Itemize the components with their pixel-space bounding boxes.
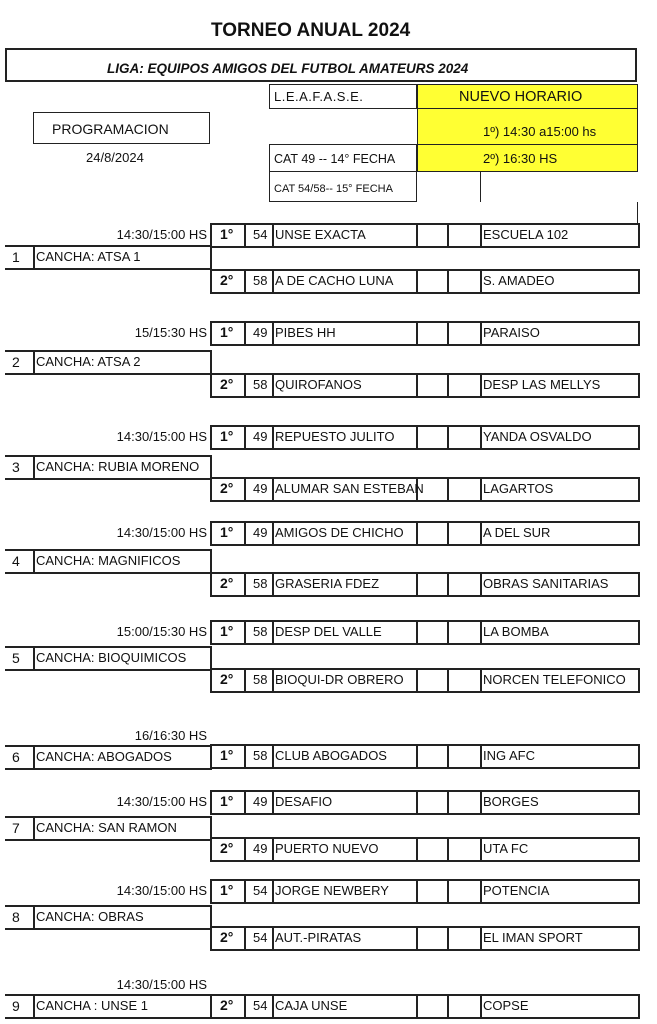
field-number: 5 [12,650,20,666]
rule-line [210,246,638,248]
rule-line [447,425,449,450]
rule-line [210,425,212,450]
rule-line [638,790,640,815]
rule-line [5,768,210,770]
cat-b-text: CAT 54/58-- 15° FECHA [274,183,393,195]
match-order: 1° [220,747,234,763]
rule-line [244,790,246,815]
field-name: CANCHA: MAGNIFICOS [36,553,181,568]
rule-line [272,521,274,546]
match-category: 49 [253,325,268,340]
rule-line [210,448,638,450]
match-category: 49 [253,794,268,809]
rule-line [33,905,35,930]
rule-line [638,744,640,769]
rule-line [210,1017,638,1019]
rule-line [210,425,638,427]
rule-line [210,643,638,645]
rule-line [210,500,638,502]
home-team: REPUESTO JULITO [275,429,395,444]
time-slot: 14:30/15:00 HS [116,794,207,809]
match-category: 58 [253,624,268,639]
rule-line [33,816,35,841]
rule-line [210,744,638,746]
away-team: PARAISO [483,325,540,340]
rule-line [638,837,640,862]
rule-line [210,994,212,1019]
rule-line [33,245,35,270]
rule-line [272,837,274,862]
rule-line [210,620,638,622]
rule-line [447,373,449,398]
rule-line [210,994,638,996]
cat-a-text: CAT 49 -- 14° FECHA [274,152,396,166]
rule-line [638,477,640,502]
away-team: A DEL SUR [483,525,551,540]
rule-line [638,321,640,346]
rule-line [5,839,210,841]
away-team: ESCUELA 102 [483,227,569,242]
rule-line [447,477,449,502]
away-team: OBRAS SANITARIAS [483,576,609,591]
rule-line [272,373,274,398]
rule-line [638,223,640,248]
match-category: 58 [253,377,268,392]
rule-line [210,373,638,375]
rule-line [272,223,274,248]
match-category: 58 [253,273,268,288]
rule-line [272,879,274,904]
rule-line [480,926,482,951]
rule-line [244,269,246,294]
horario-1-text: 1º) 14:30 a15:00 hs [483,124,597,139]
rule-line [5,994,210,996]
away-team: UTA FC [483,841,529,856]
field-name: CANCHA: RUBIA MORENO [36,459,200,474]
rule-line [210,595,638,597]
away-team: BORGES [483,794,539,809]
rule-line [210,321,638,323]
rule-line [244,620,246,645]
rule-line [638,521,640,546]
rule-line [244,572,246,597]
rule-line [210,455,212,480]
match-order: 2° [220,671,234,687]
rule-line [480,425,482,450]
rule-line [480,879,482,904]
rule-line [416,744,418,769]
rule-line [244,744,246,769]
rule-line [5,268,210,270]
rule-line [210,646,212,671]
time-slot: 14:30/15:00 HS [116,977,207,992]
blank-cell [417,172,481,202]
match-order: 2° [220,480,234,496]
rule-line [416,837,418,862]
rule-line [5,816,210,818]
home-team: JORGE NEWBERY [275,883,389,898]
home-team: AMIGOS DE CHICHO [275,525,404,540]
away-team: POTENCIA [483,883,550,898]
rule-line [5,928,210,930]
rule-line [210,767,638,769]
rule-line [272,321,274,346]
home-team: CLUB ABOGADOS [275,748,387,763]
liga-banner [5,48,637,82]
rule-line [416,926,418,951]
rule-line [210,521,638,523]
rule-line [244,321,246,346]
away-team: COPSE [483,998,529,1013]
rule-line [210,668,638,670]
rule-line [447,879,449,904]
rule-line [447,744,449,769]
rule-line [210,902,638,904]
page-title: TORNEO ANUAL 2024 [211,20,411,41]
field-name: CANCHA: SAN RAMON [36,820,177,835]
field-number: 7 [12,820,20,836]
rule-line [638,269,640,294]
rule-line [447,790,449,815]
rule-line [416,425,418,450]
rule-line [210,269,212,294]
rule-line [272,668,274,693]
rule-line [480,477,482,502]
match-order: 1° [220,882,234,898]
rule-line [447,620,449,645]
rule-line [244,373,246,398]
rule-line [244,425,246,450]
rule-line [244,668,246,693]
rule-line [272,744,274,769]
home-team: CAJA UNSE [275,998,348,1013]
rule-line [210,790,212,815]
match-order: 2° [220,997,234,1013]
rule-line [480,572,482,597]
match-category: 54 [253,227,268,242]
rule-line [210,321,212,346]
rule-line [480,744,482,769]
liga-text: LIGA: EQUIPOS AMIGOS DEL FUTBOL AMATEURS 2024 [107,61,469,76]
rule-line [244,926,246,951]
rule-line [210,396,638,398]
rule-line [5,745,210,747]
rule-line [244,837,246,862]
home-team: A DE CACHO LUNA [275,273,394,288]
field-name: CANCHA: OBRAS [36,909,144,924]
rule-line [210,477,212,502]
date-text: 24/8/2024 [86,150,144,165]
field-number: 3 [12,459,20,475]
rule-line [33,646,35,671]
away-team: LA BOMBA [483,624,549,639]
match-category: 58 [253,672,268,687]
field-number: 6 [12,749,20,765]
rule-line [638,620,640,645]
rule-line [272,994,274,1019]
match-category: 54 [253,930,268,945]
home-team: BIOQUI-DR OBRERO [275,672,404,687]
away-team: ING AFC [483,748,536,763]
rule-line [210,373,212,398]
rule-line [5,245,210,247]
rule-line [210,691,638,693]
rule-line [210,223,212,248]
rule-line [638,994,640,1019]
field-number: 1 [12,249,20,265]
match-category: 49 [253,525,268,540]
rule-line [210,477,638,479]
away-team: EL IMAN SPORT [483,930,583,945]
field-number: 9 [12,998,20,1014]
rule-line [5,350,210,352]
rule-line [447,223,449,248]
home-team: DESP DEL VALLE [275,624,382,639]
match-category: 58 [253,576,268,591]
match-order: 1° [220,324,234,340]
away-team: NORCEN TELEFONICO [483,672,626,687]
away-team: DESP LAS MELLYS [483,377,601,392]
home-team: QUIROFANOS [275,377,362,392]
field-name: CANCHA : UNSE 1 [36,998,148,1013]
rule-line [447,572,449,597]
rule-line [480,521,482,546]
rule-line [210,949,638,951]
time-slot: 14:30/15:00 HS [116,429,207,444]
rule-line [416,790,418,815]
rule-line [5,373,210,375]
horario-1-cell [417,109,638,144]
rule-line [5,549,210,551]
match-category: 58 [253,748,268,763]
rule-line [244,994,246,1019]
org-cell [269,84,417,109]
rule-line [210,245,212,270]
match-order: 2° [220,840,234,856]
rule-line [416,223,418,248]
rule-line [447,521,449,546]
cat-a-cell [269,144,417,172]
match-category: 49 [253,429,268,444]
rule-line [210,813,638,815]
match-order: 1° [220,226,234,242]
rule-line [447,837,449,862]
rule-line [210,837,638,839]
rule-line [210,837,212,862]
rule-line [480,321,482,346]
match-category: 54 [253,998,268,1013]
nuevo-horario-text: NUEVO HORARIO [459,89,583,105]
field-number: 8 [12,909,20,925]
rule-line [480,790,482,815]
rule-line [33,994,35,1019]
away-team: LAGARTOS [483,481,554,496]
rule-line [480,837,482,862]
home-team: PUERTO NUEVO [275,841,379,856]
rule-line [210,572,212,597]
rule-line [480,668,482,693]
programacion-box [33,112,210,144]
match-category: 49 [253,481,268,496]
header-spacer [269,202,638,224]
home-team: AUT.-PIRATAS [275,930,362,945]
rule-line [244,521,246,546]
rule-line [5,905,210,907]
match-order: 1° [220,623,234,639]
rule-line [244,223,246,248]
horario-2-text: 2º) 16:30 HS [483,151,558,166]
rule-line [272,926,274,951]
rule-line [447,321,449,346]
home-team: DESAFIO [275,794,333,809]
rule-line [33,745,35,770]
home-team: PIBES HH [275,325,336,340]
rule-line [416,620,418,645]
rule-line [210,879,638,881]
rule-line [210,620,212,645]
rule-line [33,455,35,480]
rule-line [210,292,638,294]
org-text: L.E.A.F.A.S.E. [274,89,364,104]
field-number: 4 [12,553,20,569]
match-order: 2° [220,575,234,591]
rule-line [416,668,418,693]
time-slot: 14:30/15:00 HS [116,883,207,898]
rule-line [480,373,482,398]
rule-line [447,269,449,294]
field-name: CANCHA: ABOGADOS [36,749,172,764]
rule-line [210,521,212,546]
match-order: 1° [220,524,234,540]
rule-line [244,879,246,904]
rule-line [5,646,210,648]
rule-line [638,879,640,904]
time-slot: 16/16:30 HS [134,728,207,743]
rule-line [638,572,640,597]
match-order: 1° [220,428,234,444]
rule-line [416,373,418,398]
home-team: ALUMAR SAN ESTEBAN [275,481,424,496]
rule-line [33,549,35,574]
rule-line [447,994,449,1019]
rule-line [210,269,638,271]
match-order: 2° [220,929,234,945]
home-team: GRASERIA FDEZ [275,576,380,591]
rule-line [416,321,418,346]
rule-line [5,669,210,671]
rule-line [210,926,638,928]
rule-line [210,549,212,574]
rule-line [416,879,418,904]
rule-line [447,926,449,951]
rule-line [210,744,212,769]
field-name: CANCHA: BIOQUIMICOS [36,650,187,665]
rule-line [416,521,418,546]
rule-line [272,790,274,815]
rule-line [5,455,210,457]
away-team: YANDA OSVALDO [483,429,592,444]
rule-line [210,926,212,951]
rule-line [416,994,418,1019]
rule-line [416,572,418,597]
rule-line [210,790,638,792]
cat-b-cell [269,172,417,202]
rule-line [210,860,638,862]
match-order: 1° [220,793,234,809]
time-slot: 14:30/15:00 HS [116,227,207,242]
rule-line [210,344,638,346]
rule-line [638,425,640,450]
match-order: 2° [220,272,234,288]
rule-line [210,544,638,546]
rule-line [33,350,35,375]
rule-line [272,620,274,645]
rule-line [638,668,640,693]
match-category: 49 [253,841,268,856]
time-slot: 15:00/15:30 HS [116,624,207,639]
rule-line [480,994,482,1019]
rule-line [5,572,210,574]
home-team: UNSE EXACTA [275,227,366,242]
rule-line [480,223,482,248]
rule-line [638,373,640,398]
rule-line [210,350,212,375]
rule-line [272,477,274,502]
nuevo-horario-cell [417,84,638,109]
match-category: 54 [253,883,268,898]
field-name: CANCHA: ATSA 1 [36,249,141,264]
field-number: 2 [12,354,20,370]
rule-line [272,425,274,450]
time-slot: 14:30/15:00 HS [116,525,207,540]
rule-line [272,269,274,294]
horario-2-cell [417,144,638,172]
field-name: CANCHA: ATSA 2 [36,354,141,369]
rule-line [480,269,482,294]
rule-line [638,926,640,951]
match-order: 2° [220,376,234,392]
rule-line [210,223,638,225]
rule-line [447,668,449,693]
rule-line [210,572,638,574]
programacion-text: PROGRAMACION [52,121,169,137]
rule-line [416,269,418,294]
rule-line [5,1017,210,1019]
rule-line [244,477,246,502]
rule-line [480,620,482,645]
rule-line [5,478,210,480]
rule-line [210,668,212,693]
rule-line [210,879,212,904]
time-slot: 15/15:30 HS [134,325,207,340]
rule-line [272,572,274,597]
away-team: S. AMADEO [483,273,555,288]
